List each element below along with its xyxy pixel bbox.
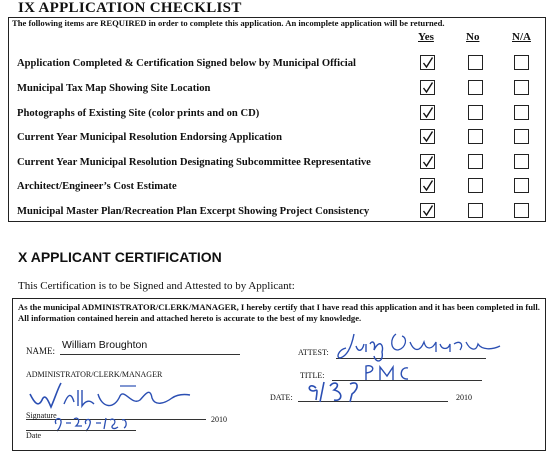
column-header-na: N/A (512, 31, 531, 43)
checkbox-na-row-4[interactable] (514, 129, 529, 144)
checkbox-yes-row-3[interactable] (420, 105, 435, 120)
date-underline (26, 430, 136, 431)
name-label: NAME: (26, 346, 55, 356)
certification-statement: As the municipal ADMINISTRATOR/CLERK/MANAGER, I hereby certify that I have read this application and it has been completed in full. All information contained herein and attached hereto is accurate to the best of my knowledge. (18, 302, 540, 323)
checklist-item-label: Municipal Tax Map Showing Site Location (17, 83, 211, 94)
checkmark-icon (422, 155, 434, 168)
signature-year: 2010 (211, 415, 227, 424)
checkbox-yes-row-6[interactable] (420, 178, 435, 193)
checkbox-yes-row-5[interactable] (420, 154, 435, 169)
checkbox-na-row-3[interactable] (514, 105, 529, 120)
date2-field[interactable] (304, 378, 374, 404)
checkbox-na-row-2[interactable] (514, 80, 529, 95)
role-label: ADMINISTRATOR/CLERK/MANAGER (26, 370, 163, 379)
checkbox-na-row-7[interactable] (514, 203, 529, 218)
signature-field[interactable] (24, 380, 194, 414)
checkmark-icon (422, 106, 434, 119)
checkbox-yes-row-4[interactable] (420, 129, 435, 144)
handwritten-signature-icon (24, 380, 194, 414)
checkbox-no-row-7[interactable] (468, 203, 483, 218)
checkmark-icon (422, 56, 434, 69)
checklist-item-label: Current Year Municipal Resolution Designating Subcommittee Representative (17, 157, 371, 168)
column-header-yes: Yes (418, 31, 434, 43)
checkbox-no-row-4[interactable] (468, 129, 483, 144)
checkmark-icon (422, 204, 434, 217)
section-x-title: X APPLICANT CERTIFICATION (18, 249, 222, 265)
attest-field[interactable] (336, 330, 506, 364)
date2-label: DATE: (270, 393, 293, 402)
certification-subtitle: This Certification is to be Signed and Attested to by Applicant: (18, 280, 295, 292)
section-ix-title: IX APPLICATION CHECKLIST (18, 0, 242, 16)
checkmark-icon (422, 130, 434, 143)
checkbox-no-row-6[interactable] (468, 178, 483, 193)
checklist-item-label: Photographs of Existing Site (color prints and on CD) (17, 108, 260, 119)
name-field[interactable]: William Broughton (62, 339, 148, 351)
date-label: Date (26, 431, 42, 440)
checkbox-yes-row-7[interactable] (420, 203, 435, 218)
checkmark-icon (422, 81, 434, 94)
checkbox-no-row-3[interactable] (468, 105, 483, 120)
handwritten-date2-icon (304, 378, 374, 404)
signature-label: Signature (26, 411, 57, 420)
checkmark-icon (422, 179, 434, 192)
title-label: TITLE: (300, 371, 325, 380)
checklist-item-label: Application Completed & Certification Signed below by Municipal Official (17, 58, 356, 69)
required-note: The following items are REQUIRED in order to complete this application. An incomplete application will be returned. (12, 18, 445, 28)
checkbox-na-row-5[interactable] (514, 154, 529, 169)
date2-year: 2010 (456, 393, 472, 402)
handwritten-attest-signature-icon (336, 330, 506, 364)
checkbox-no-row-5[interactable] (468, 154, 483, 169)
attest-label: ATTEST: (298, 348, 329, 357)
checkbox-no-row-1[interactable] (468, 55, 483, 70)
checkbox-na-row-1[interactable] (514, 55, 529, 70)
name-underline (60, 354, 240, 355)
checklist-item-label: Municipal Master Plan/Recreation Plan Excerpt Showing Project Consistency (17, 206, 370, 217)
column-header-no: No (466, 31, 480, 43)
checklist-item-label: Current Year Municipal Resolution Endorsing Application (17, 132, 282, 143)
checkbox-yes-row-2[interactable] (420, 80, 435, 95)
checkbox-no-row-2[interactable] (468, 80, 483, 95)
checklist-item-label: Architect/Engineer’s Cost Estimate (17, 181, 177, 192)
checkbox-na-row-6[interactable] (514, 178, 529, 193)
checkbox-yes-row-1[interactable] (420, 55, 435, 70)
